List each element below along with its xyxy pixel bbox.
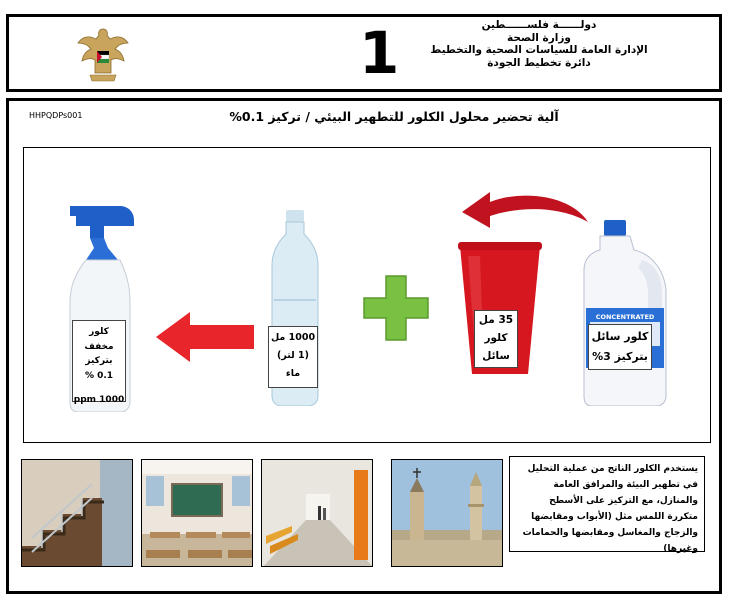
main-box <box>6 98 722 594</box>
palestine-eagle-emblem-icon <box>74 25 132 87</box>
cup-label-line-1: 35 مل <box>478 314 514 326</box>
header-box <box>6 14 722 92</box>
spray-label <box>72 320 126 405</box>
water-label-line-3: ماء <box>285 368 301 379</box>
water-label <box>268 326 318 388</box>
info-text-box <box>509 456 705 552</box>
ministry-line-1: دولــــــة فلســــــطين <box>481 19 597 31</box>
bleach-brand-text: CONCENTRATED <box>595 313 655 321</box>
spray-label-line-1: كلور مخفف <box>84 327 114 352</box>
cup-label <box>474 310 518 368</box>
cup-label-line-2: كلور <box>484 332 508 344</box>
ministry-line-2: وزارة الصحة <box>507 31 571 44</box>
water-label-line-1: 1000 مل <box>270 332 316 343</box>
ministry-line-3: الإدارة العامة للسياسات الصحية والتخطيط <box>430 44 648 56</box>
left-arrow-icon <box>156 312 256 362</box>
page-number: 1 <box>359 19 400 87</box>
ministry-block <box>429 19 649 69</box>
page-title: آلية تحضير محلول الكلور للتطهير البيئي / تركيز 0.1% <box>229 109 559 124</box>
info-text: يستخدم الكلور الناتج من عملية التحليل في تطهير البيئة والمرافق العامة والمنازل، مع التركيز على الأسطح متكررة اللمس مثل (الأبواب ومقابضها والزجاج والمغاسل ومقابضها والحمامات وغيرها) <box>522 464 698 554</box>
spray-label-line-4: 1000 ppm <box>73 395 125 405</box>
bleach-bottle <box>582 220 670 406</box>
ministry-line-4: دائرة تخطيط الجودة <box>487 56 591 69</box>
bleach-label <box>588 324 652 370</box>
mosque-church-photo <box>391 459 503 567</box>
curved-arrow-icon <box>460 188 590 232</box>
illustration-panel <box>23 147 711 443</box>
plus-icon <box>362 274 430 342</box>
water-label-line-2: (1 لتر) <box>277 350 309 361</box>
document-code: HHPQDPs001 <box>29 111 83 120</box>
staircase-photo <box>21 459 133 567</box>
bleach-label-line-1: كلور سائل <box>591 330 649 343</box>
spray-label-line-2: بتركيز <box>85 356 113 366</box>
bleach-label-line-2: بتركيز 3% <box>592 350 648 363</box>
hallway-photo <box>261 459 373 567</box>
spray-label-line-3: 0.1 % <box>84 370 114 381</box>
cup-label-line-3: سائل <box>482 350 510 362</box>
classroom-photo <box>141 459 253 567</box>
